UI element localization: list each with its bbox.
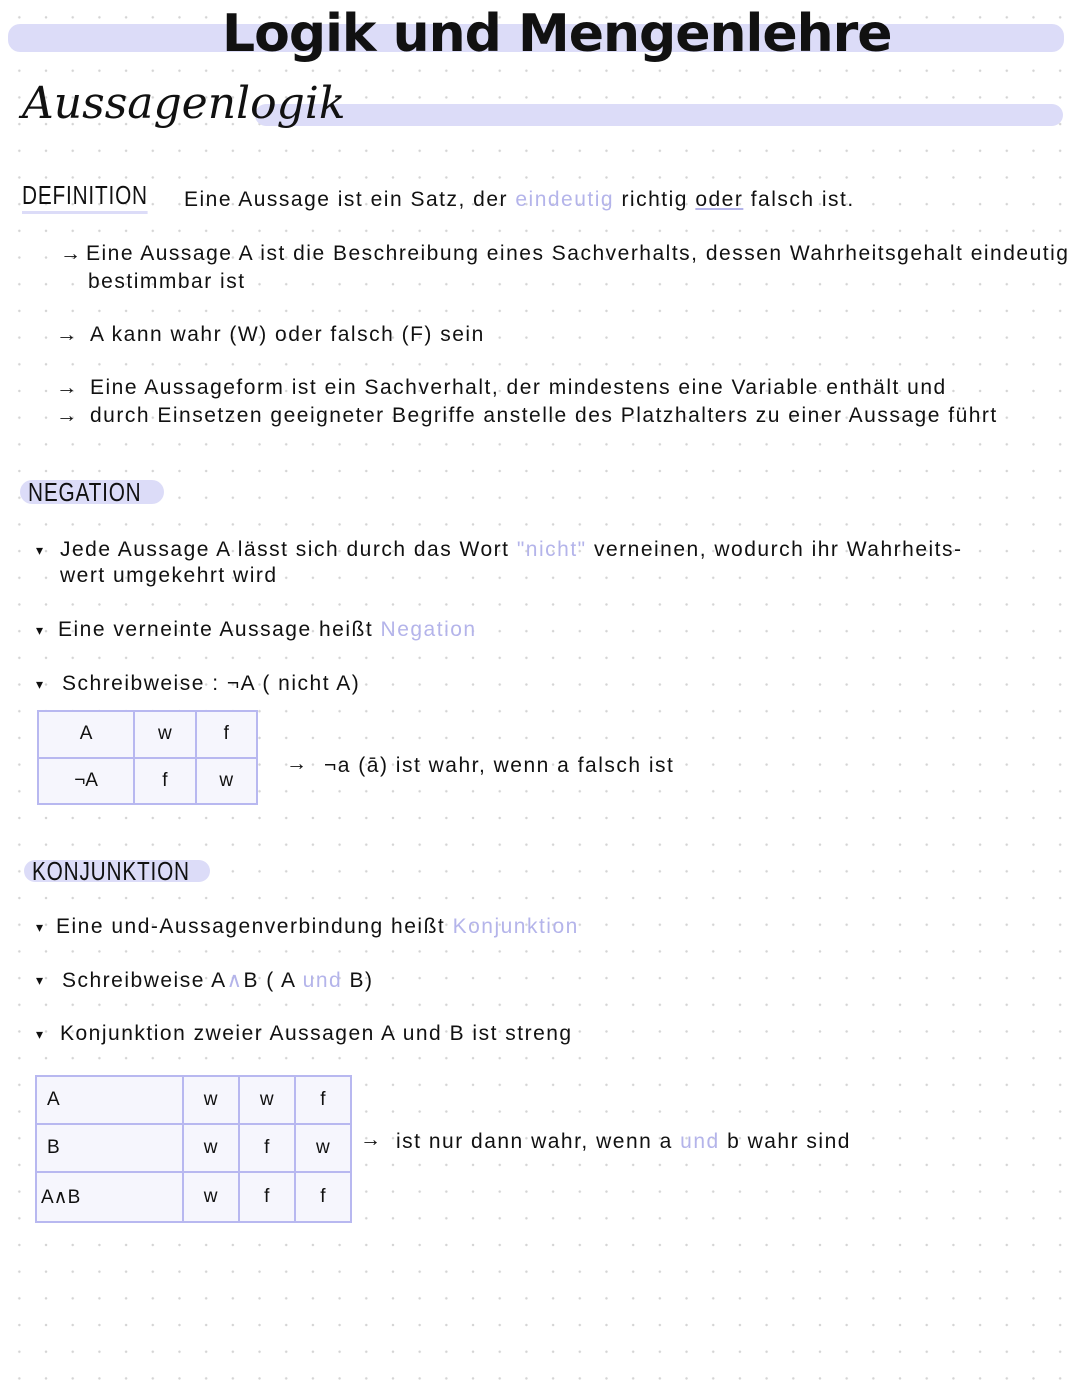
note-line: Eine Aussageform ist ein Sachverhalt, der mindestens eine Variable enthält und [90,376,947,399]
table-cell: w [295,1124,351,1172]
table-cell: f [239,1124,295,1172]
konjunktion-note [396,1130,851,1154]
konjunktion-bullet-2 [62,968,374,993]
text: Eine und-Aussagenverbindung heißt [56,915,446,938]
arrow-icon: → [60,242,83,265]
text: Jede Aussage A lässt sich durch das Wort [60,538,510,561]
text: B ( A [243,969,296,992]
negation-truth-table [37,710,258,805]
text: ist nur dann wahr, wenn a [396,1130,673,1153]
table-cell: A [36,1076,183,1124]
table-cell: ¬A [38,758,134,805]
konjunktion-bullet-1 [56,915,579,939]
table-row [38,711,257,758]
table-cell: B [36,1124,183,1172]
konjunktion-bullet-3: Konjunktion zweier Aussagen A und B ist streng [60,1022,573,1045]
note-line: bestimmbar ist [88,270,246,293]
arrow-icon: → [286,752,309,775]
text: Schreibweise A [62,969,227,992]
subtitle-highlight-bar [255,104,1063,126]
text: falsch ist. [750,188,855,211]
table-cell: f [295,1172,351,1222]
table-cell: A∧B [36,1172,183,1222]
arrow-icon: → [56,323,79,346]
highlight-text: "nicht" [516,538,587,561]
definition-text [184,188,855,212]
negation-bullet-3: Schreibweise : ¬A ( nicht A) [62,672,361,695]
table-cell: w [183,1172,239,1222]
table-cell: f [239,1172,295,1222]
bullet-icon: ▾ [36,542,44,558]
negation-note: ¬a (ā) ist wahr, wenn a falsch ist [324,754,675,777]
table-cell: w [196,758,257,805]
arrow-icon: → [56,404,79,427]
table-cell: w [239,1076,295,1124]
table-cell: A [38,711,134,758]
table-cell: f [196,711,257,758]
table-cell: f [295,1076,351,1124]
table-cell: f [134,758,195,805]
bullet-icon: ▾ [36,972,44,988]
definition-label: DEFINITION [22,180,148,214]
table-cell: w [183,1076,239,1124]
negation-bullet-1 [60,538,963,562]
highlight-text: Negation [380,618,477,641]
text: Eine verneinte Aussage heißt [58,618,374,641]
konjunktion-truth-table [35,1075,352,1223]
table-row [36,1172,351,1222]
negation-bullet-2 [58,618,477,642]
note-line: Eine Aussage A ist die Beschreibung eines Sachverhalts, dessen Wahrheitsgehalt eindeutig [86,242,1070,265]
underlined-text: oder [695,188,744,211]
text: Eine Aussage ist ein Satz, der [184,188,508,211]
bullet-icon: ▾ [36,1026,44,1042]
text: richtig [621,188,688,211]
bullet-icon: ▾ [36,676,44,692]
negation-label: NEGATION [28,477,142,507]
table-row [38,758,257,805]
bullet-icon: ▾ [36,919,44,935]
table-row [36,1076,351,1124]
negation-bullet-1-line2: wert umgekehrt wird [60,564,278,587]
text: B) [349,969,374,992]
konjunktion-label: KONJUNKTION [32,856,190,886]
page-title: Logik und Mengenlehre [222,4,892,64]
note-line: durch Einsetzen geeigneter Begriffe anstelle des Platzhalters zu einer Aussage führt [90,404,998,427]
highlight-text: und [302,969,343,992]
table-cell: w [183,1124,239,1172]
section-title: Aussagenlogik [22,78,346,129]
note-line: A kann wahr (W) oder falsch (F) sein [90,323,485,346]
table-cell: w [134,711,195,758]
bullet-icon: ▾ [36,622,44,638]
text: verneinen, wodurch ihr Wahrheits- [593,538,963,561]
highlight-text: Konjunktion [452,915,579,938]
table-row [36,1124,351,1172]
arrow-icon: → [56,376,79,399]
highlight-text: eindeutig [515,188,615,211]
arrow-icon: → [360,1128,383,1151]
text: b wahr sind [727,1130,851,1153]
and-symbol: ∧ [226,969,244,992]
highlight-text: und [680,1130,720,1153]
